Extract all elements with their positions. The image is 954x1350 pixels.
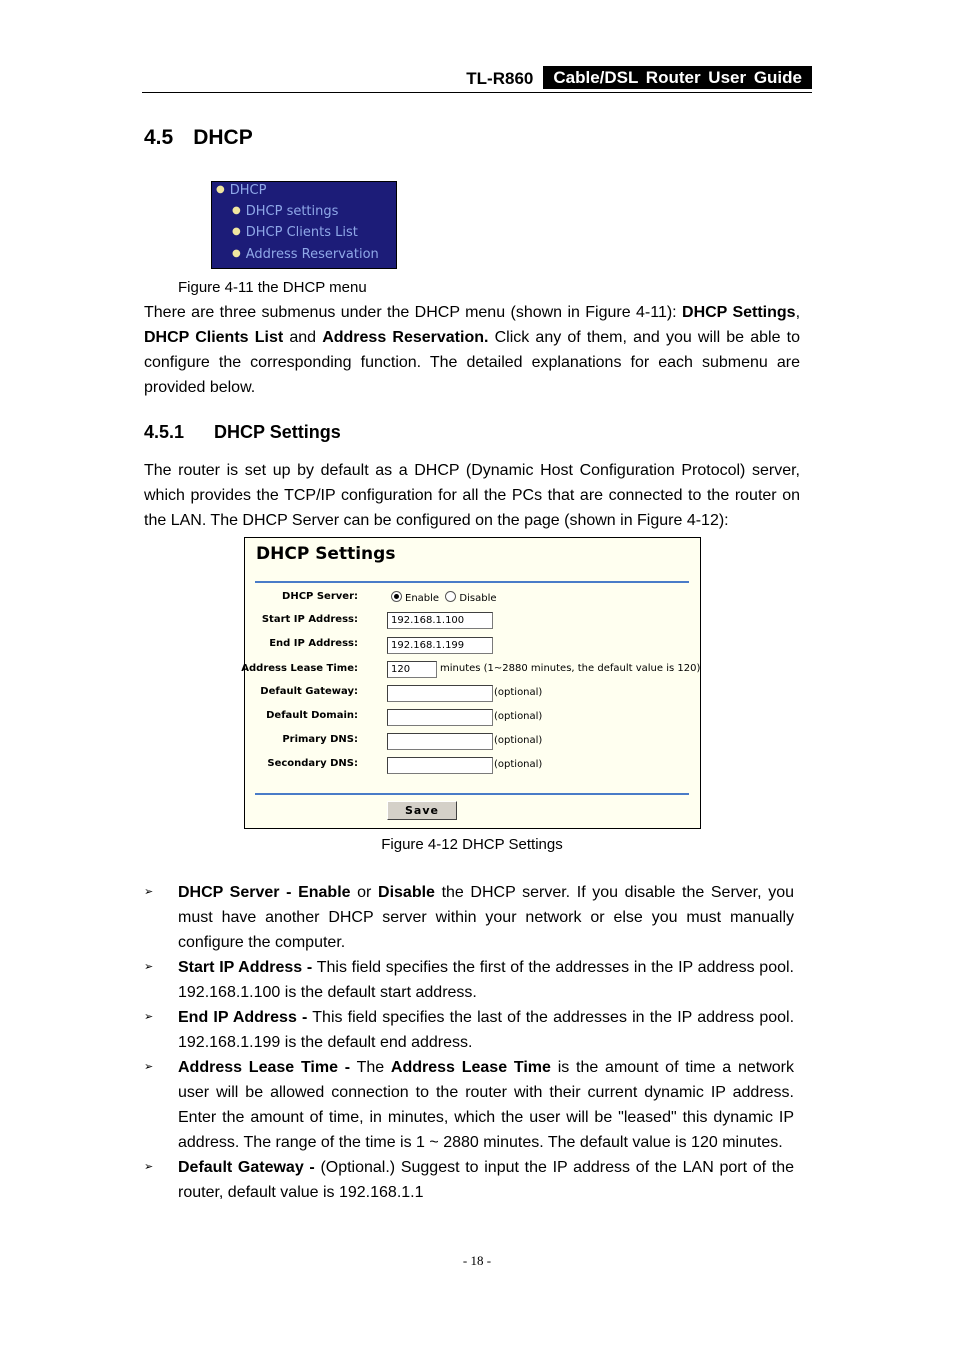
- section-title: DHCP: [193, 126, 253, 149]
- default-gateway-label: Default Gateway:: [260, 686, 358, 697]
- arrow-bullet-icon: ➢: [144, 886, 154, 898]
- secondary-dns-input[interactable]: [387, 757, 493, 774]
- figure-caption-4-12: Figure 4-12 DHCP Settings: [381, 836, 563, 853]
- page-number: - 18 -: [462, 1253, 492, 1268]
- bullet-icon: ●: [216, 184, 225, 195]
- lease-time-input[interactable]: 120: [387, 661, 437, 678]
- arrow-bullet-icon: ➢: [144, 1061, 154, 1073]
- dhcp-settings-figure: [241, 537, 701, 829]
- bullet-icon: ●: [232, 248, 241, 259]
- menu-item-address-reservation[interactable]: ● Address Reservation: [232, 247, 379, 262]
- list-item: ➢ DHCP Server - Enable or Disable the DHCP server. If you disable the Server, you must have another DHCP server within your network or else you must manually configure the computer.: [144, 880, 794, 955]
- list-item: ➢ End IP Address - This field specifies the last of the addresses in the IP address pool. 192.168.1.199 is the default end address.: [144, 1005, 794, 1055]
- save-button[interactable]: Save: [387, 801, 457, 820]
- primary-dns-input[interactable]: [387, 733, 493, 750]
- primary-dns-label: Primary DNS:: [282, 734, 358, 745]
- start-ip-input[interactable]: 192.168.1.100: [387, 612, 493, 629]
- menu-item-dhcp-clients-list[interactable]: ● DHCP Clients List: [232, 225, 358, 240]
- optional-note: (optional): [494, 711, 543, 722]
- arrow-bullet-icon: ➢: [144, 961, 154, 973]
- section-heading: [144, 126, 253, 150]
- subsection-heading: [144, 422, 341, 443]
- menu-item-dhcp-settings[interactable]: ● DHCP settings: [232, 204, 339, 219]
- dhcp-menu-figure: [211, 181, 397, 269]
- lease-time-note: minutes (1~2880 minutes, the default value is 120): [440, 663, 701, 674]
- disable-radio[interactable]: [445, 591, 456, 602]
- arrow-bullet-icon: ➢: [144, 1011, 154, 1023]
- arrow-bullet-icon: ➢: [144, 1161, 154, 1173]
- bullet-icon: ●: [232, 205, 241, 216]
- figure-caption-4-11: Figure 4-11 the DHCP menu: [178, 279, 367, 296]
- end-ip-label: End IP Address:: [269, 638, 358, 649]
- optional-note: (optional): [494, 687, 543, 698]
- default-domain-label: Default Domain:: [266, 710, 358, 721]
- dhcp-settings-intro: The router is set up by default as a DHCP (Dynamic Host Configuration Protocol) server, which provides the TCP/IP configuration for all the PCs that are connected to the router on the LAN. The DHCP Server can be configured on the page (shown in Figure 4-12):: [144, 462, 800, 529]
- lease-time-label: Address Lease Time:: [241, 663, 358, 674]
- intro-paragraph: There are three submenus under the DHCP menu (shown in Figure 4-11): DHCP Settings, DHCP Clients List and Address Reservation. Click any of them, and you will be able to configure the corresponding function. The detailed explanations for each submenu are provided below.: [144, 304, 801, 396]
- list-item: ➢ Default Gateway - (Optional.) Suggest to input the IP address of the LAN port of the router, default value is 192.168.1.1: [144, 1155, 794, 1205]
- enable-radio[interactable]: [391, 591, 402, 602]
- list-item: ➢ Address Lease Time - The Address Lease Time is the amount of time a network user will be allowed connection to the router with their current dynamic IP address. Enter the amount of time, in minutes, which the user will be "leased" this dynamic IP address. The range of the time is 1 ~ 2880 minutes. The default value is 120 minutes.: [144, 1055, 794, 1155]
- secondary-dns-label: Secondary DNS:: [267, 758, 358, 769]
- dhcp-server-label: DHCP Server:: [282, 591, 358, 602]
- start-ip-label: Start IP Address:: [261, 614, 358, 625]
- header-model: TL-R860: [466, 69, 534, 88]
- menu-item-dhcp[interactable]: ● DHCP: [216, 183, 267, 198]
- running-header: [142, 66, 812, 93]
- header-guide-title: Cable/DSL Router User Guide: [543, 66, 812, 89]
- default-gateway-input[interactable]: [387, 685, 493, 702]
- field-description-list: [144, 880, 794, 1205]
- optional-note: (optional): [494, 759, 543, 770]
- list-item: ➢ Start IP Address - This field specifies the first of the addresses in the IP address pool. 192.168.1.100 is the default start address.: [144, 955, 794, 1005]
- divider: [255, 581, 689, 583]
- default-domain-input[interactable]: [387, 709, 493, 726]
- subsection-number: 4.5.1: [144, 422, 185, 442]
- subsection-title: DHCP Settings: [214, 422, 341, 442]
- section-number: 4.5: [144, 126, 174, 149]
- bullet-icon: ●: [232, 226, 241, 237]
- settings-title: DHCP Settings: [256, 544, 396, 564]
- dhcp-server-radios: Enable Disable: [391, 591, 497, 604]
- optional-note: (optional): [494, 735, 543, 746]
- divider: [255, 793, 689, 795]
- end-ip-input[interactable]: 192.168.1.199: [387, 637, 493, 654]
